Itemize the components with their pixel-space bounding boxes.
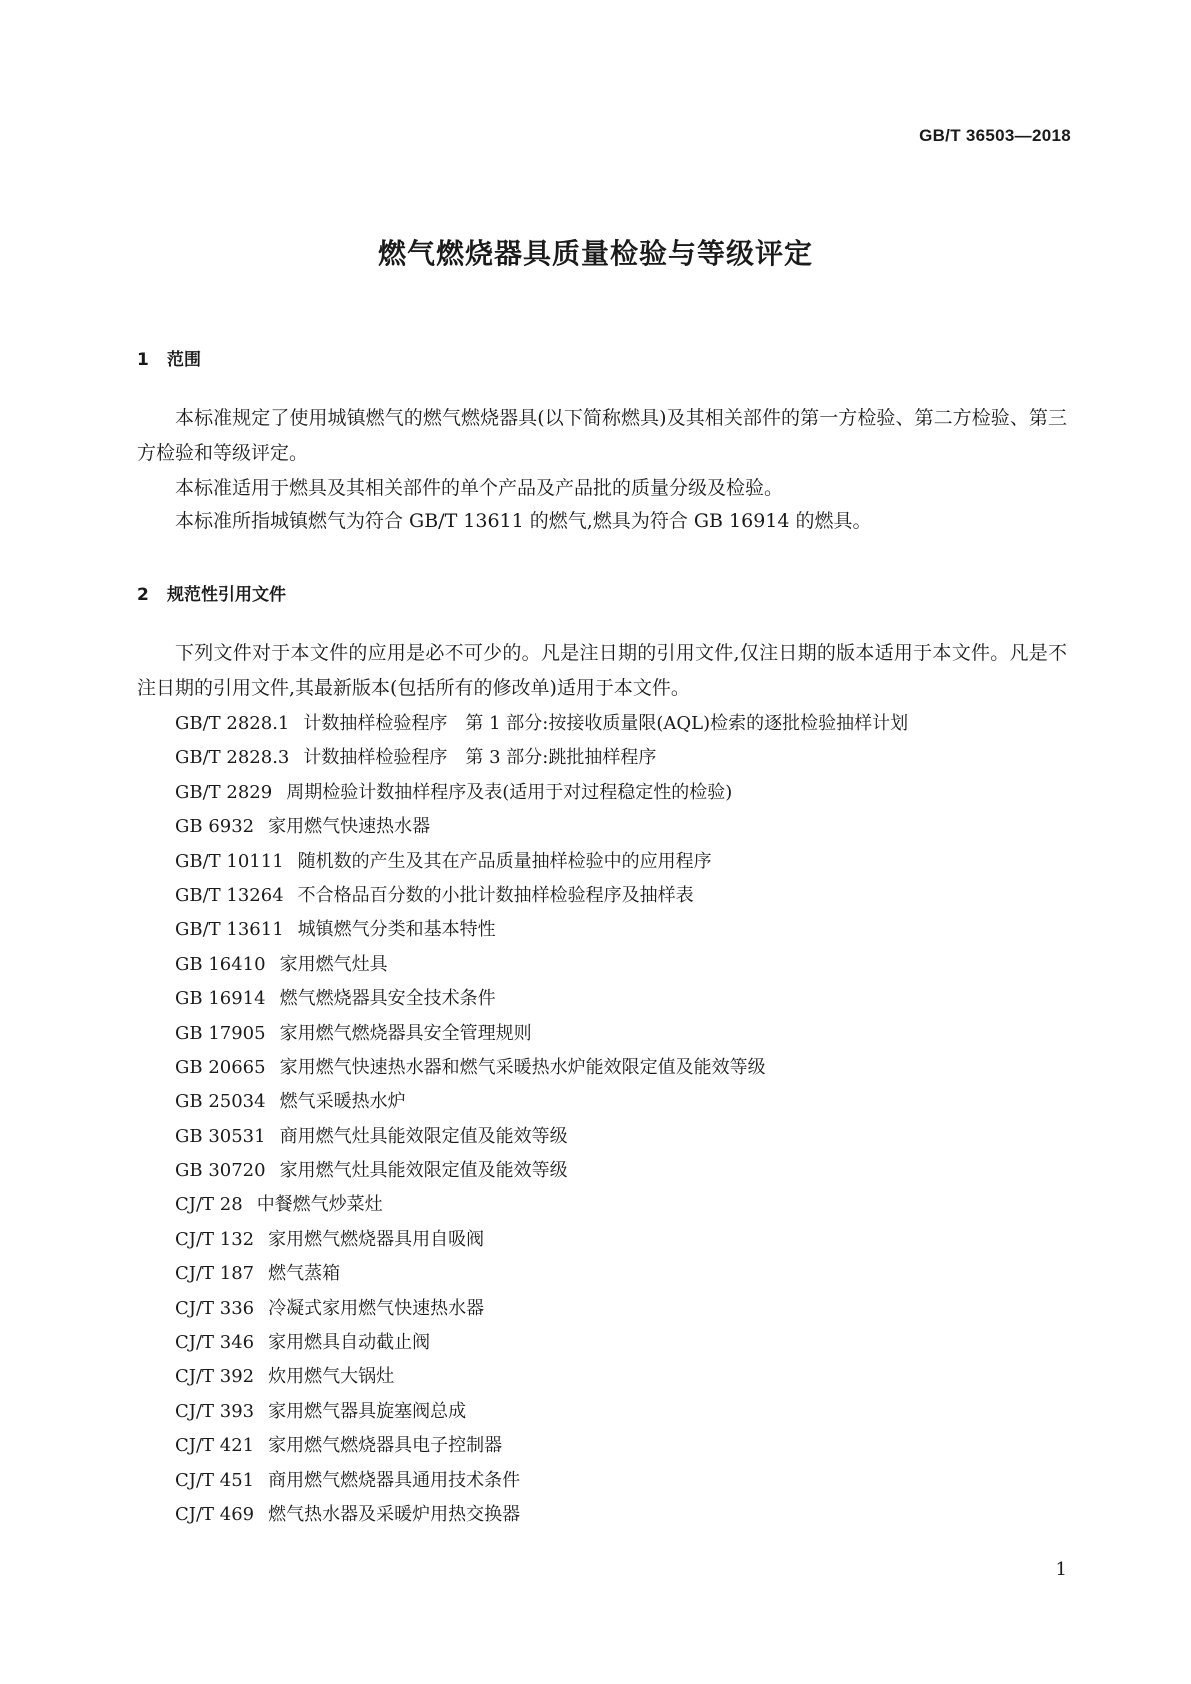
reference-title: 计数抽样检验程序 第 1 部分:按接收质量限(AQL)检索的逐批检验抽样计划: [303, 713, 909, 734]
reference-item: [175, 707, 908, 741]
document-title: 燃气燃烧器具质量检验与等级评定: [377, 237, 813, 270]
reference-code: CJ/T 392: [175, 1366, 255, 1388]
reference-title: 炊用燃气大锅灶: [268, 1366, 395, 1388]
reference-code: GB 30720: [175, 1160, 266, 1182]
section-1-number: 1: [137, 350, 149, 370]
reference-code: CJ/T 421: [175, 1435, 255, 1457]
reference-item: [175, 1017, 908, 1051]
references-intro-paragraph: 下列文件对于本文件的应用是必不可少的。凡是注日期的引用文件,仅注日期的版本适用于本文件。凡是不注日期的引用文件,其最新版本(包括所有的修改单)适用于本文件。: [137, 642, 1067, 699]
reference-code: GB/T 2829: [175, 781, 273, 803]
reference-item: [175, 1188, 908, 1222]
reference-title: 燃气热水器及采暖炉用热交换器: [268, 1503, 521, 1525]
reference-item: [175, 1395, 908, 1429]
reference-item: [175, 1257, 908, 1291]
reference-item: [175, 948, 908, 982]
reference-code: CJ/T 451: [175, 1469, 255, 1491]
reference-title: 燃气燃烧器具安全技术条件: [279, 988, 496, 1010]
reference-item: [175, 1429, 908, 1463]
reference-code: CJ/T 393: [175, 1400, 255, 1422]
section-2-number: 2: [137, 585, 149, 605]
reference-title: 不合格品百分数的小批计数抽样检验程序及抽样表: [297, 884, 694, 906]
reference-code: GB 6932: [175, 816, 255, 838]
reference-item: [175, 741, 908, 775]
reference-item: [175, 1085, 908, 1119]
reference-title: 家用燃气快速热水器和燃气采暖热水炉能效限定值及能效等级: [279, 1056, 766, 1078]
reference-item: [175, 845, 908, 879]
section-2-heading: [137, 580, 286, 605]
reference-item: [175, 1360, 908, 1394]
reference-title: 商用燃气燃烧器具通用技术条件: [268, 1469, 521, 1491]
section-1-heading: [137, 345, 201, 370]
reference-code: CJ/T 187: [175, 1263, 255, 1285]
reference-code: GB 16914: [175, 988, 266, 1010]
reference-title: 家用燃气灶具能效限定值及能效等级: [279, 1160, 568, 1182]
reference-code: CJ/T 469: [175, 1503, 255, 1525]
reference-code: GB 16410: [175, 953, 266, 975]
reference-item: [175, 1120, 908, 1154]
reference-title: 家用燃气器具旋塞阀总成: [268, 1400, 467, 1422]
reference-code: GB/T 10111: [175, 850, 284, 872]
section-2-title: 规范性引用文件: [167, 585, 286, 605]
reference-code: CJ/T 336: [175, 1297, 255, 1319]
reference-item: [175, 879, 908, 913]
reference-code: GB/T 13264: [175, 884, 284, 906]
reference-title: 随机数的产生及其在产品质量抽样检验中的应用程序: [297, 850, 712, 872]
reference-item: [175, 1223, 908, 1257]
reference-code: CJ/T 346: [175, 1332, 255, 1354]
reference-item: [175, 810, 908, 844]
reference-title: 家用燃气燃烧器具电子控制器: [268, 1435, 503, 1457]
reference-item: [175, 913, 908, 947]
standard-code: GB/T 36503—2018: [919, 126, 1071, 145]
reference-list: [175, 707, 908, 1532]
reference-title: 家用燃气快速热水器: [268, 816, 431, 838]
reference-title: 商用燃气灶具能效限定值及能效等级: [279, 1125, 568, 1147]
reference-title: 冷凝式家用燃气快速热水器: [268, 1297, 485, 1319]
section-1-title: 范围: [167, 350, 201, 370]
reference-code: GB/T 2828.3: [175, 747, 290, 769]
reference-code: GB/T 13611: [175, 919, 284, 941]
reference-title: 燃气蒸箱: [268, 1263, 341, 1285]
reference-code: GB 20665: [175, 1056, 266, 1078]
reference-item: [175, 1154, 908, 1188]
scope-paragraph-1: 本标准规定了使用城镇燃气的燃气燃烧器具(以下简称燃具)及其相关部件的第一方检验、第二方检验、第三方检验和等级评定。: [137, 407, 1067, 464]
reference-item: [175, 1292, 908, 1326]
reference-item: [175, 1498, 908, 1532]
reference-title: 计数抽样检验程序 第 3 部分:跳批抽样程序: [303, 747, 657, 769]
reference-code: CJ/T 132: [175, 1228, 255, 1250]
reference-code: GB 17905: [175, 1022, 266, 1044]
reference-item: [175, 982, 908, 1016]
reference-item: [175, 1051, 908, 1085]
reference-title: 家用燃气燃烧器具安全管理规则: [279, 1022, 532, 1044]
reference-title: 家用燃具自动截止阀: [268, 1332, 431, 1354]
reference-code: GB/T 2828.1: [175, 713, 290, 734]
reference-code: GB 30531: [175, 1125, 266, 1147]
reference-item: [175, 1326, 908, 1360]
scope-paragraph-2: 本标准适用于燃具及其相关部件的单个产品及产品批的质量分级及检验。: [175, 477, 784, 499]
reference-code: GB 25034: [175, 1091, 266, 1113]
page-number: 1: [1055, 1559, 1067, 1580]
reference-title: 家用燃气燃烧器具用自吸阀: [268, 1228, 485, 1250]
reference-item: [175, 1464, 908, 1498]
reference-title: 燃气采暖热水炉: [279, 1091, 406, 1113]
reference-title: 家用燃气灶具: [279, 953, 388, 975]
reference-title: 城镇燃气分类和基本特性: [297, 919, 496, 941]
reference-item: [175, 776, 908, 810]
reference-code: CJ/T 28: [175, 1194, 243, 1216]
scope-paragraph-3: 本标准所指城镇燃气为符合 GB/T 13611 的燃气,燃具为符合 GB 16914 的燃具。: [175, 510, 872, 532]
reference-title: 中餐燃气炒菜灶: [256, 1194, 383, 1216]
reference-title: 周期检验计数抽样程序及表(适用于对过程稳定性的检验): [286, 781, 733, 803]
